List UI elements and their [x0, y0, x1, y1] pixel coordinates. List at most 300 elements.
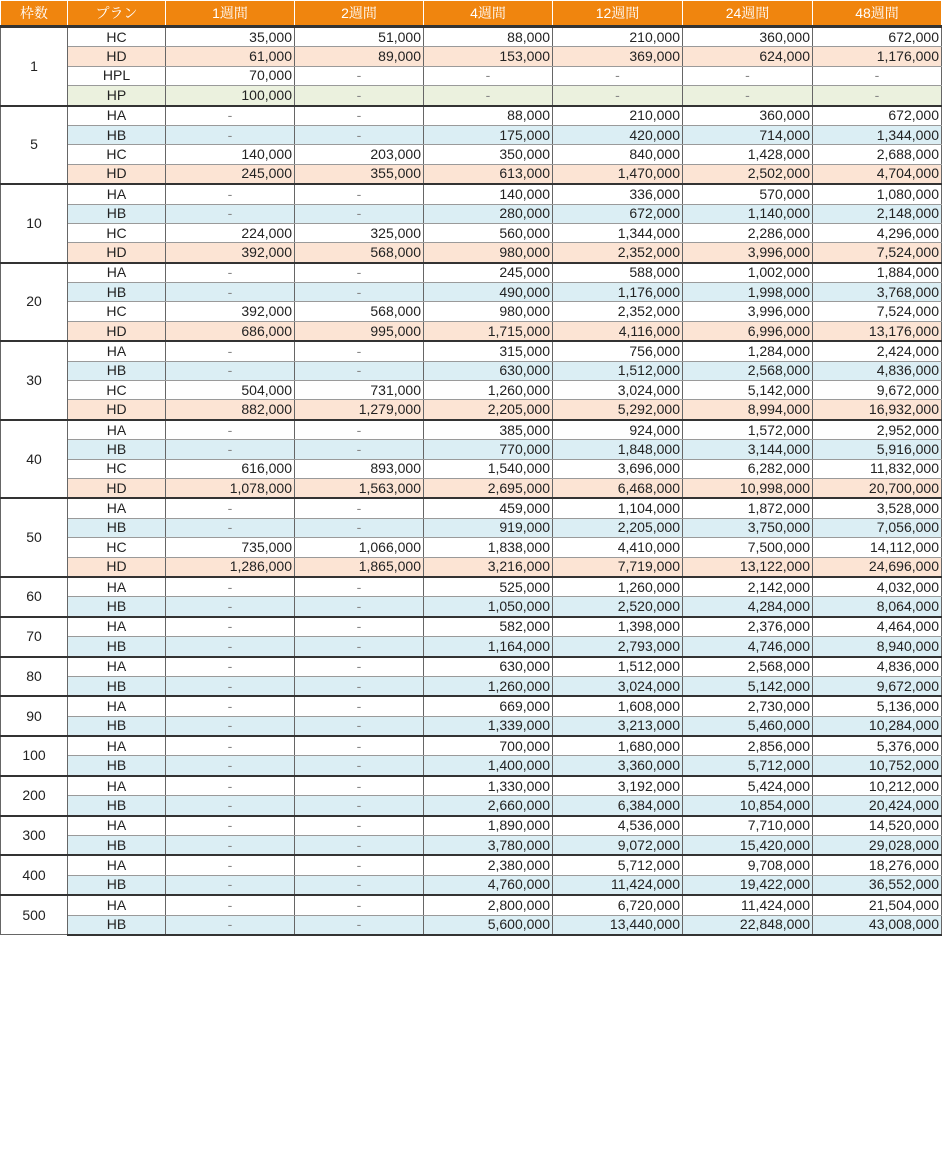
table-row [1, 816, 942, 836]
plan-cell: HD [68, 400, 166, 420]
price-cell: - [295, 915, 424, 935]
price-cell: - [683, 86, 813, 106]
price-cell: 882,000 [166, 400, 295, 420]
plan-cell: HB [68, 756, 166, 776]
price-cell: 490,000 [424, 283, 553, 302]
price-cell: - [166, 361, 295, 380]
price-cell: 1,848,000 [553, 440, 683, 459]
header-waku: 枠数 [1, 1, 68, 27]
plan-cell: HB [68, 518, 166, 537]
price-cell: 5,142,000 [683, 381, 813, 400]
price-cell: - [166, 756, 295, 776]
plan-cell: HA [68, 577, 166, 597]
price-cell: 24,696,000 [813, 557, 942, 577]
waku-cell: 20 [1, 263, 68, 342]
plan-cell: HD [68, 321, 166, 341]
table-body [1, 27, 942, 935]
header-plan: プラン [68, 1, 166, 27]
price-cell: - [295, 283, 424, 302]
table-row [1, 204, 942, 223]
price-cell: 672,000 [813, 27, 942, 47]
price-cell: 3,528,000 [813, 498, 942, 518]
price-cell: 1,608,000 [553, 696, 683, 716]
price-cell: 61,000 [166, 47, 295, 66]
price-cell: 18,276,000 [813, 855, 942, 875]
price-cell: 29,028,000 [813, 836, 942, 856]
price-cell: 7,524,000 [813, 243, 942, 263]
price-cell: 1,998,000 [683, 283, 813, 302]
price-cell: 2,205,000 [553, 518, 683, 537]
plan-cell: HA [68, 617, 166, 637]
price-cell: 1,330,000 [424, 776, 553, 796]
price-cell: 1,872,000 [683, 498, 813, 518]
price-cell: 420,000 [553, 125, 683, 144]
price-cell: 350,000 [424, 145, 553, 164]
plan-cell: HA [68, 895, 166, 915]
price-cell: - [166, 125, 295, 144]
plan-cell: HA [68, 657, 166, 677]
plan-cell: HD [68, 478, 166, 498]
price-cell: 355,000 [295, 164, 424, 184]
price-cell: 245,000 [424, 263, 553, 283]
table-row [1, 557, 942, 577]
plan-cell: HB [68, 440, 166, 459]
plan-cell: HB [68, 283, 166, 302]
price-cell: 3,780,000 [424, 836, 553, 856]
price-cell: - [295, 86, 424, 106]
price-cell: 3,696,000 [553, 459, 683, 478]
price-cell: 175,000 [424, 125, 553, 144]
plan-cell: HD [68, 164, 166, 184]
price-cell: 140,000 [166, 145, 295, 164]
header-1week: 1週間 [166, 1, 295, 27]
table-row [1, 47, 942, 66]
price-cell: - [295, 756, 424, 776]
price-cell: - [295, 836, 424, 856]
price-cell: 1,066,000 [295, 538, 424, 557]
waku-cell: 60 [1, 577, 68, 617]
price-cell: 43,008,000 [813, 915, 942, 935]
price-cell: - [166, 836, 295, 856]
waku-cell: 400 [1, 855, 68, 895]
table-row [1, 716, 942, 736]
price-cell: 1,080,000 [813, 184, 942, 204]
price-cell: - [295, 676, 424, 696]
header-48week: 48週間 [813, 1, 942, 27]
price-cell: 8,994,000 [683, 400, 813, 420]
price-cell: - [166, 106, 295, 126]
price-cell: 36,552,000 [813, 875, 942, 895]
price-cell: 20,424,000 [813, 796, 942, 816]
table-row [1, 341, 942, 361]
table-row [1, 756, 942, 776]
price-cell: 1,470,000 [553, 164, 683, 184]
price-cell: 4,836,000 [813, 657, 942, 677]
plan-cell: HC [68, 302, 166, 321]
price-cell: - [166, 263, 295, 283]
price-cell: 686,000 [166, 321, 295, 341]
price-cell: 504,000 [166, 381, 295, 400]
table-row [1, 836, 942, 856]
price-cell: 616,000 [166, 459, 295, 478]
price-cell: 995,000 [295, 321, 424, 341]
price-cell: - [295, 895, 424, 915]
price-cell: 21,504,000 [813, 895, 942, 915]
table-row [1, 538, 942, 557]
price-cell: - [295, 263, 424, 283]
price-cell: 4,284,000 [683, 597, 813, 617]
price-cell: 336,000 [553, 184, 683, 204]
price-cell: 2,660,000 [424, 796, 553, 816]
table-row [1, 223, 942, 242]
price-cell: 3,144,000 [683, 440, 813, 459]
price-cell: 4,746,000 [683, 637, 813, 657]
table-row [1, 400, 942, 420]
table-row [1, 617, 942, 637]
price-cell: 1,890,000 [424, 816, 553, 836]
price-cell: 89,000 [295, 47, 424, 66]
plan-cell: HB [68, 716, 166, 736]
price-cell: 5,712,000 [553, 855, 683, 875]
table-row [1, 875, 942, 895]
price-cell: - [295, 637, 424, 657]
price-cell: 5,292,000 [553, 400, 683, 420]
price-cell: - [295, 796, 424, 816]
table-row [1, 637, 942, 657]
waku-cell: 100 [1, 736, 68, 776]
price-cell: - [295, 420, 424, 440]
price-cell: - [295, 204, 424, 223]
table-row [1, 676, 942, 696]
price-cell: 2,568,000 [683, 361, 813, 380]
price-cell: 315,000 [424, 341, 553, 361]
price-cell: 3,996,000 [683, 243, 813, 263]
price-cell: 731,000 [295, 381, 424, 400]
price-cell: 630,000 [424, 657, 553, 677]
price-cell: 245,000 [166, 164, 295, 184]
plan-cell: HB [68, 676, 166, 696]
price-cell: 980,000 [424, 243, 553, 263]
plan-cell: HB [68, 597, 166, 617]
price-cell: - [166, 518, 295, 537]
price-cell: - [295, 816, 424, 836]
price-cell: 459,000 [424, 498, 553, 518]
plan-cell: HB [68, 915, 166, 935]
price-cell: 624,000 [683, 47, 813, 66]
price-cell: 70,000 [166, 66, 295, 85]
price-cell: - [424, 86, 553, 106]
waku-cell: 200 [1, 776, 68, 816]
table-row [1, 66, 942, 85]
price-cell: 1,164,000 [424, 637, 553, 657]
price-cell: 560,000 [424, 223, 553, 242]
table-row [1, 106, 942, 126]
price-cell: 20,700,000 [813, 478, 942, 498]
waku-cell: 90 [1, 696, 68, 736]
table-row [1, 381, 942, 400]
price-cell: 2,568,000 [683, 657, 813, 677]
table-row [1, 283, 942, 302]
price-cell: 714,000 [683, 125, 813, 144]
price-cell: 2,380,000 [424, 855, 553, 875]
plan-cell: HA [68, 106, 166, 126]
price-cell: - [295, 518, 424, 537]
price-cell: - [166, 617, 295, 637]
price-cell: 770,000 [424, 440, 553, 459]
price-cell: - [166, 597, 295, 617]
price-cell: 980,000 [424, 302, 553, 321]
price-cell: 13,176,000 [813, 321, 942, 341]
header-12week: 12週間 [553, 1, 683, 27]
price-cell: 140,000 [424, 184, 553, 204]
plan-cell: HC [68, 223, 166, 242]
price-cell: 1,398,000 [553, 617, 683, 637]
price-cell: 735,000 [166, 538, 295, 557]
price-cell: 700,000 [424, 736, 553, 756]
plan-cell: HC [68, 538, 166, 557]
price-cell: 9,072,000 [553, 836, 683, 856]
price-cell: 5,376,000 [813, 736, 942, 756]
waku-cell: 70 [1, 617, 68, 657]
price-cell: - [166, 341, 295, 361]
plan-cell: HA [68, 855, 166, 875]
table-row [1, 145, 942, 164]
price-cell: 10,752,000 [813, 756, 942, 776]
price-cell: - [295, 66, 424, 85]
plan-cell: HB [68, 637, 166, 657]
price-cell: 2,800,000 [424, 895, 553, 915]
price-cell: 6,468,000 [553, 478, 683, 498]
price-cell: 2,688,000 [813, 145, 942, 164]
price-cell: 924,000 [553, 420, 683, 440]
price-cell: 4,536,000 [553, 816, 683, 836]
price-cell: - [166, 676, 295, 696]
price-cell: 4,464,000 [813, 617, 942, 637]
price-cell: 9,672,000 [813, 676, 942, 696]
price-cell: 2,695,000 [424, 478, 553, 498]
price-cell: 1,540,000 [424, 459, 553, 478]
price-cell: 2,424,000 [813, 341, 942, 361]
price-cell: 568,000 [295, 302, 424, 321]
price-cell: 5,142,000 [683, 676, 813, 696]
plan-cell: HA [68, 776, 166, 796]
price-cell: 2,520,000 [553, 597, 683, 617]
price-cell: 5,916,000 [813, 440, 942, 459]
price-cell: 4,760,000 [424, 875, 553, 895]
table-row [1, 27, 942, 47]
waku-cell: 10 [1, 184, 68, 263]
waku-cell: 500 [1, 895, 68, 935]
price-cell: 1,400,000 [424, 756, 553, 776]
price-cell: - [166, 816, 295, 836]
waku-cell: 40 [1, 420, 68, 499]
price-cell: 210,000 [553, 27, 683, 47]
price-cell: 7,719,000 [553, 557, 683, 577]
plan-cell: HA [68, 816, 166, 836]
plan-cell: HP [68, 86, 166, 106]
price-cell: 1,260,000 [424, 676, 553, 696]
price-cell: - [295, 875, 424, 895]
price-cell: - [553, 86, 683, 106]
table-row [1, 125, 942, 144]
price-cell: - [166, 895, 295, 915]
price-cell: - [166, 204, 295, 223]
price-cell: - [295, 184, 424, 204]
plan-cell: HPL [68, 66, 166, 85]
price-cell: 2,205,000 [424, 400, 553, 420]
price-cell: 3,216,000 [424, 557, 553, 577]
price-cell: - [295, 341, 424, 361]
price-cell: 2,142,000 [683, 577, 813, 597]
price-cell: 1,279,000 [295, 400, 424, 420]
plan-cell: HC [68, 381, 166, 400]
price-cell: 6,384,000 [553, 796, 683, 816]
table-row [1, 361, 942, 380]
price-cell: 280,000 [424, 204, 553, 223]
price-cell: 669,000 [424, 696, 553, 716]
price-cell: - [295, 125, 424, 144]
price-cell: 4,116,000 [553, 321, 683, 341]
table-row [1, 498, 942, 518]
price-cell: 369,000 [553, 47, 683, 66]
price-cell: 15,420,000 [683, 836, 813, 856]
price-cell: 7,710,000 [683, 816, 813, 836]
plan-cell: HB [68, 361, 166, 380]
price-cell: 1,339,000 [424, 716, 553, 736]
price-cell: 2,856,000 [683, 736, 813, 756]
price-cell: 203,000 [295, 145, 424, 164]
price-cell: - [295, 696, 424, 716]
price-cell: 5,424,000 [683, 776, 813, 796]
price-cell: 630,000 [424, 361, 553, 380]
price-cell: 1,260,000 [553, 577, 683, 597]
plan-cell: HD [68, 47, 166, 66]
price-cell: 2,352,000 [553, 243, 683, 263]
price-cell: 4,704,000 [813, 164, 942, 184]
price-cell: - [166, 184, 295, 204]
price-cell: 1,002,000 [683, 263, 813, 283]
price-cell: 1,104,000 [553, 498, 683, 518]
price-cell: 1,284,000 [683, 341, 813, 361]
price-cell: 840,000 [553, 145, 683, 164]
plan-cell: HA [68, 263, 166, 283]
price-cell: - [553, 66, 683, 85]
price-cell: - [295, 597, 424, 617]
price-cell: 11,832,000 [813, 459, 942, 478]
price-cell: 10,212,000 [813, 776, 942, 796]
table-row [1, 243, 942, 263]
price-cell: 3,213,000 [553, 716, 683, 736]
price-cell: 224,000 [166, 223, 295, 242]
price-cell: 4,296,000 [813, 223, 942, 242]
table-row [1, 577, 942, 597]
price-cell: - [295, 106, 424, 126]
header-24week: 24週間 [683, 1, 813, 27]
price-cell: 8,064,000 [813, 597, 942, 617]
waku-cell: 1 [1, 27, 68, 106]
table-row [1, 796, 942, 816]
price-cell: 1,680,000 [553, 736, 683, 756]
plan-cell: HA [68, 498, 166, 518]
table-row [1, 321, 942, 341]
price-cell: - [295, 716, 424, 736]
price-cell: 13,440,000 [553, 915, 683, 935]
price-cell: 2,148,000 [813, 204, 942, 223]
price-cell: - [295, 440, 424, 459]
price-cell: 8,940,000 [813, 637, 942, 657]
price-cell: 9,708,000 [683, 855, 813, 875]
price-cell: 100,000 [166, 86, 295, 106]
price-cell: - [683, 66, 813, 85]
plan-cell: HA [68, 341, 166, 361]
plan-cell: HC [68, 459, 166, 478]
price-cell: 1,884,000 [813, 263, 942, 283]
price-cell: 22,848,000 [683, 915, 813, 935]
price-cell: 588,000 [553, 263, 683, 283]
price-cell: 392,000 [166, 302, 295, 321]
table-row [1, 915, 942, 935]
price-cell: 10,854,000 [683, 796, 813, 816]
price-cell: - [166, 577, 295, 597]
price-cell: - [166, 855, 295, 875]
waku-cell: 80 [1, 657, 68, 697]
price-cell: - [166, 696, 295, 716]
price-cell: - [166, 915, 295, 935]
price-cell: 4,032,000 [813, 577, 942, 597]
table-row [1, 263, 942, 283]
price-cell: - [295, 657, 424, 677]
price-cell: 14,520,000 [813, 816, 942, 836]
price-cell: 2,376,000 [683, 617, 813, 637]
table-row [1, 440, 942, 459]
price-cell: 1,176,000 [553, 283, 683, 302]
price-cell: 51,000 [295, 27, 424, 47]
price-cell: 893,000 [295, 459, 424, 478]
table-row [1, 597, 942, 617]
plan-cell: HD [68, 243, 166, 263]
table-row [1, 776, 942, 796]
price-cell: 2,286,000 [683, 223, 813, 242]
plan-cell: HA [68, 736, 166, 756]
price-cell: 7,056,000 [813, 518, 942, 537]
table-row [1, 736, 942, 756]
price-cell: 613,000 [424, 164, 553, 184]
price-cell: 7,500,000 [683, 538, 813, 557]
price-cell: 3,768,000 [813, 283, 942, 302]
price-cell: 11,424,000 [683, 895, 813, 915]
price-cell: 672,000 [553, 204, 683, 223]
price-cell: 570,000 [683, 184, 813, 204]
price-cell: 153,000 [424, 47, 553, 66]
price-cell: - [295, 617, 424, 637]
table-row [1, 696, 942, 716]
price-cell: 1,140,000 [683, 204, 813, 223]
table-row [1, 420, 942, 440]
plan-cell: HA [68, 420, 166, 440]
price-cell: 1,563,000 [295, 478, 424, 498]
price-cell: 582,000 [424, 617, 553, 637]
table-row [1, 302, 942, 321]
waku-cell: 50 [1, 498, 68, 577]
price-cell: 10,284,000 [813, 716, 942, 736]
price-cell: 2,730,000 [683, 696, 813, 716]
price-cell: 756,000 [553, 341, 683, 361]
price-cell: 2,793,000 [553, 637, 683, 657]
table-row [1, 86, 942, 106]
price-cell: - [166, 736, 295, 756]
price-cell: - [166, 440, 295, 459]
price-cell: 2,352,000 [553, 302, 683, 321]
